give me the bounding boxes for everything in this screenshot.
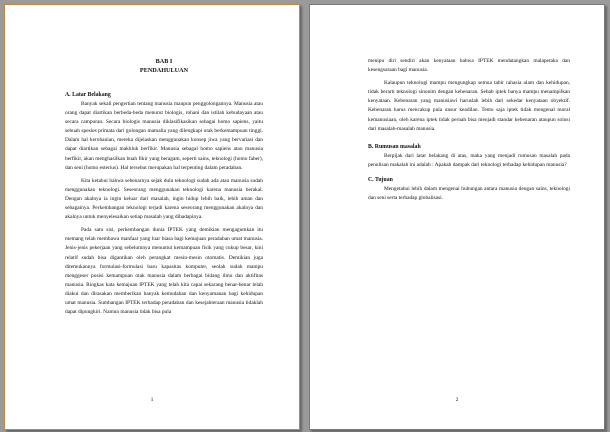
paragraph: Pada satu sisi, perkembangan dunia IPTEK yang demikian mengagumkan itu memang telah membawa manfaat yang luar biasa bagi kemajuan peradaban umat manusia. Jenis-jenis pekerjaan yang sebelumnya menuntut kemampuan fisik yang cukup besar, kini relatif sudah bisa digantikan oleh perangkat mesin-mesin otomatis. Demikian juga ditemukannya formulasi-formulasi baru kapasitas komputer, seolah sudah mampu menggeser posisi kemampuan otak manusia dalam berbagai bidang ilmu dan aktifitas manusia. Ringkas kata kemajuan IPTEK yang telah kita capai sekarang benar-benar telah diakui dan dirasakan memberikan banyak kemudahan dan kenyamanan bagi kehidupan umat manusia. Sumbangan IPTEK terhadap peradaban dan kesejahteraan manusia tidaklah dapat dipungkiri. Namun manusia tidak bisa pula [65, 227, 263, 316]
section-heading-latar-belakang: A. Latar Belakang [65, 92, 111, 98]
paragraph: Berpijak dari latar belakang di atas, maka yang menjadi rumusan masalah pada penulisan makalah ini adalah : Apakah dampak dari teknologi terhadap kehidupan manusia? [368, 152, 570, 168]
document-page-2 [309, 4, 605, 430]
paragraph: Kita ketahui bahwa sebenarnya sejak dulu teknologi sudah ada atau manusia sudah menggunakan teknologi. Seseorang menggunakan teknologi karena manusia berakal. Dengan akalnya ia ingin keluar dari masalah, ingin hidup lebih baik, lebih aman dan sebagainya. Perkembangan teknologi terjadi karena seseorang menggunakan akalnya dan akalnya untuk menyelesaikan setiap masalah yang dihadapinya. [65, 177, 263, 221]
document-page-1 [4, 4, 300, 430]
page-1-body [65, 57, 263, 317]
section-heading-tujuan: C. Tujuan [368, 176, 393, 183]
chapter-number: BAB I [155, 58, 173, 65]
page-2-body [368, 57, 570, 203]
paragraph: Kalaupun teknologi mampu mengungkap semua tabir rahasia alam dan kehidupan, tidak berarti teknologi sinonim dengan kebenaran. Sebab iptek hanya mampu menampilkan kenyataan. Kebenaran yang manusiawi haruslah lebih dari sekedar kenyataan obyektif. Kebenaran harus mencakup pula unsur keadilan. Tentu saja iptek tidak mengenal moral kemanusiaan, oleh karena iptek tidak pernah bisa menjadi standar kebenaran ataupun solusi dari masalah-masalah manusia. [368, 80, 570, 132]
page-number: 1 [150, 397, 154, 403]
chapter-title: PENDAHULUAN [139, 67, 189, 74]
section-heading-rumusan-masalah: B. Rumusan masalah [368, 143, 421, 150]
paragraph: Mengetahui lebih dalam mengenai hubungan antara manusia dengan sains, teknologi dan seni serta terhadap globalisasi. [368, 185, 570, 202]
paragraph: Banyak sekali pengertian tentang manusia maupun penggolongannya. Manusia atau orang dapat diartikan berbeda-beda menurut biologis, rohani dan istilah kebudayaan atau secara campuran. Secara biologis manusia diklasifikasikan sebagai homo sapiens, yaitu sebuah spesies primata dari golongan mamalia yang dilengkapi otak berkemampuan tinggi. Dalam hal kerohanian, mereka dijelaskan menggunakan konsep jiwa yang bervariasi dan dapat diartikan sebagai makhluk berfikir. Manusia sebagai homo sapiens atau manusia berfikir, akan menghasilkan buah fikir yang beragam, seperti sains, teknologi (homo faber), dan seni (homo esterius). Hal tersebut merupakan hal terpenting dalam peradaban. [65, 101, 263, 171]
paragraph: menipu diri sendiri akan kenyataan bahwa IPTEK mendatangkan malapetaka dan kesengsaraan bagi manusia. [368, 58, 570, 74]
page-number: 2 [455, 397, 459, 403]
